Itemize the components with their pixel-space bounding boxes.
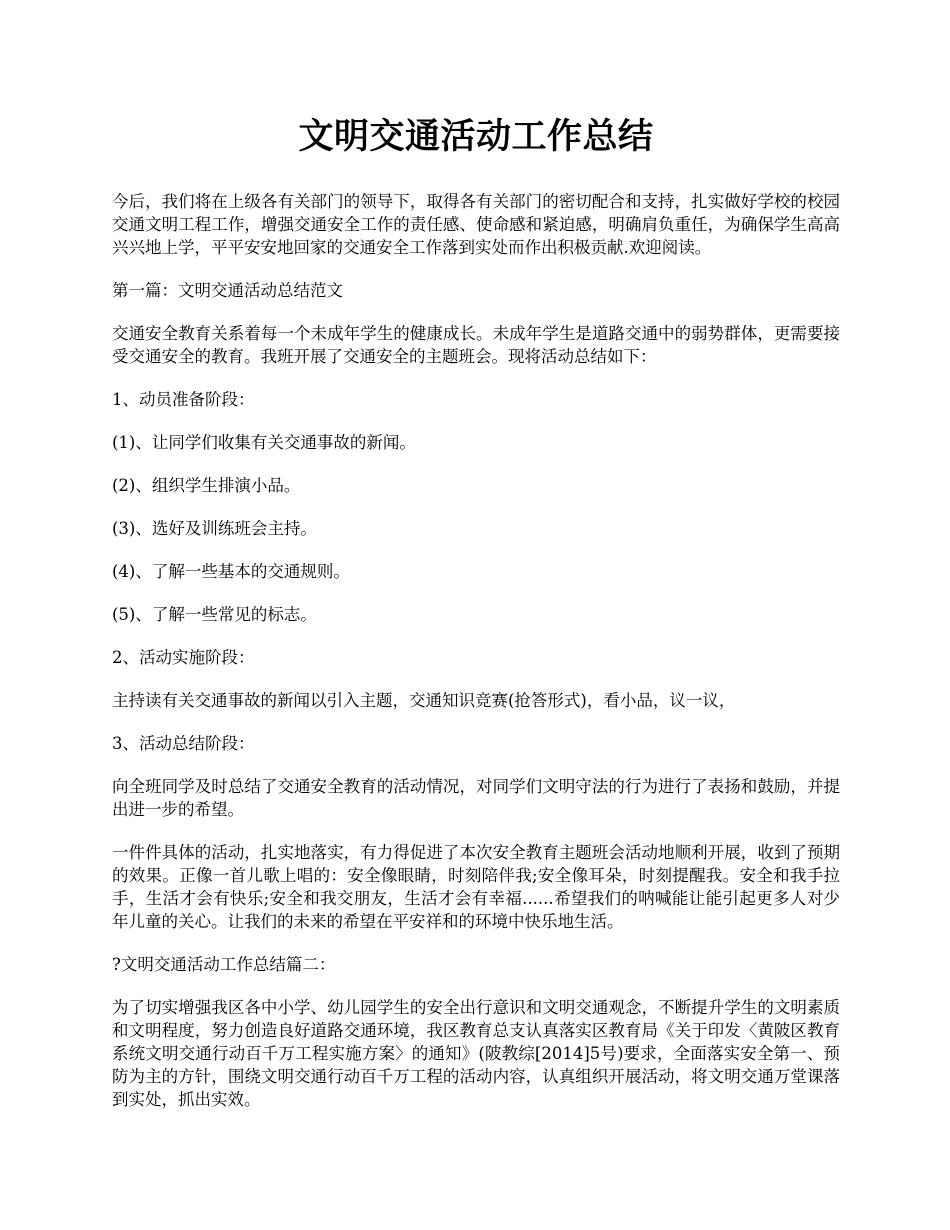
intro-paragraph: 今后，我们将在上级各有关部门的领导下，取得各有关部门的密切配合和支持，扎实做好学校的校园交通文明工程工作，增强交通安全工作的责任感、使命感和紧迫感，明确肩负重任，为确保学生高高兴兴地上学，平平安安地回家的交通安全工作落到实处而作出积极贡献.欢迎阅读。 [112,192,840,257]
list-item: (2)、组织学生排演小品。 [112,476,301,495]
document-page [112,112,840,1131]
stage-heading-summary: 3、活动总结阶段： [112,734,255,753]
document-title: 文明交通活动工作总结 [298,116,654,157]
section-heading-part-two: ?文明交通活动工作总结篇二： [112,955,336,974]
list-item: (1)、让同学们收集有关交通事故的新闻。 [112,433,416,452]
body-paragraph: 交通安全教育关系着每一个未成年学生的健康成长。未成年学生是道路交通中的弱势群体，更需要接受交通安全的教育。我班开展了交通安全的主题班会。现将活动总结如下： [112,324,840,366]
body-paragraph: 向全班同学及时总结了交通安全教育的活动情况，对同学们文明守法的行为进行了表扬和鼓励，并提出进一步的希望。 [112,777,840,819]
body-paragraph: 一件件具体的活动，扎实地落实，有力得促进了本次安全教育主题班会活动地顺利开展，收到了预期的效果。正像一首儿歌上唱的：安全像眼睛，时刻陪伴我;安全像耳朵，时刻提醒我。安全和我手拉手，生活才会有快乐;安全和我交朋友，生活才会有幸福......希望我们的呐喊能让能引起更多人对少年儿童的关心。让我们的未来的希望在平安祥和的环境中快乐地生活。 [112,843,840,931]
stage-heading-implementation: 2、活动实施阶段： [112,648,255,667]
section-heading-part-one: 第一篇：文明交通活动总结范文 [112,281,343,300]
body-paragraph: 主持读有关交通事故的新闻以引入主题，交通知识竞赛(抢答形式)，看小品，议一议， [112,691,736,710]
list-item: (3)、选好及训练班会主持。 [112,519,317,538]
list-item: (4)、了解一些基本的交通规则。 [112,562,350,581]
stage-heading-preparation: 1、动员准备阶段： [112,390,255,409]
list-item: (5)、了解一些常见的标志。 [112,605,317,624]
body-paragraph: 为了切实增强我区各中小学、幼儿园学生的安全出行意识和文明交通观念，不断提升学生的文明素质和文明程度，努力创造良好道路交通环境，我区教育总支认真落实区教育局《关于印发〈黄陂区教育系统文明交通行动百千万工程实施方案〉的通知》(陂教综[2014]5号)要求，全面落实安全第一、预防为主的方针，围绕文明交通行动百千万工程的活动内容，认真组织开展活动，将文明交通万堂课落到实处，抓出实效。 [112,998,840,1109]
